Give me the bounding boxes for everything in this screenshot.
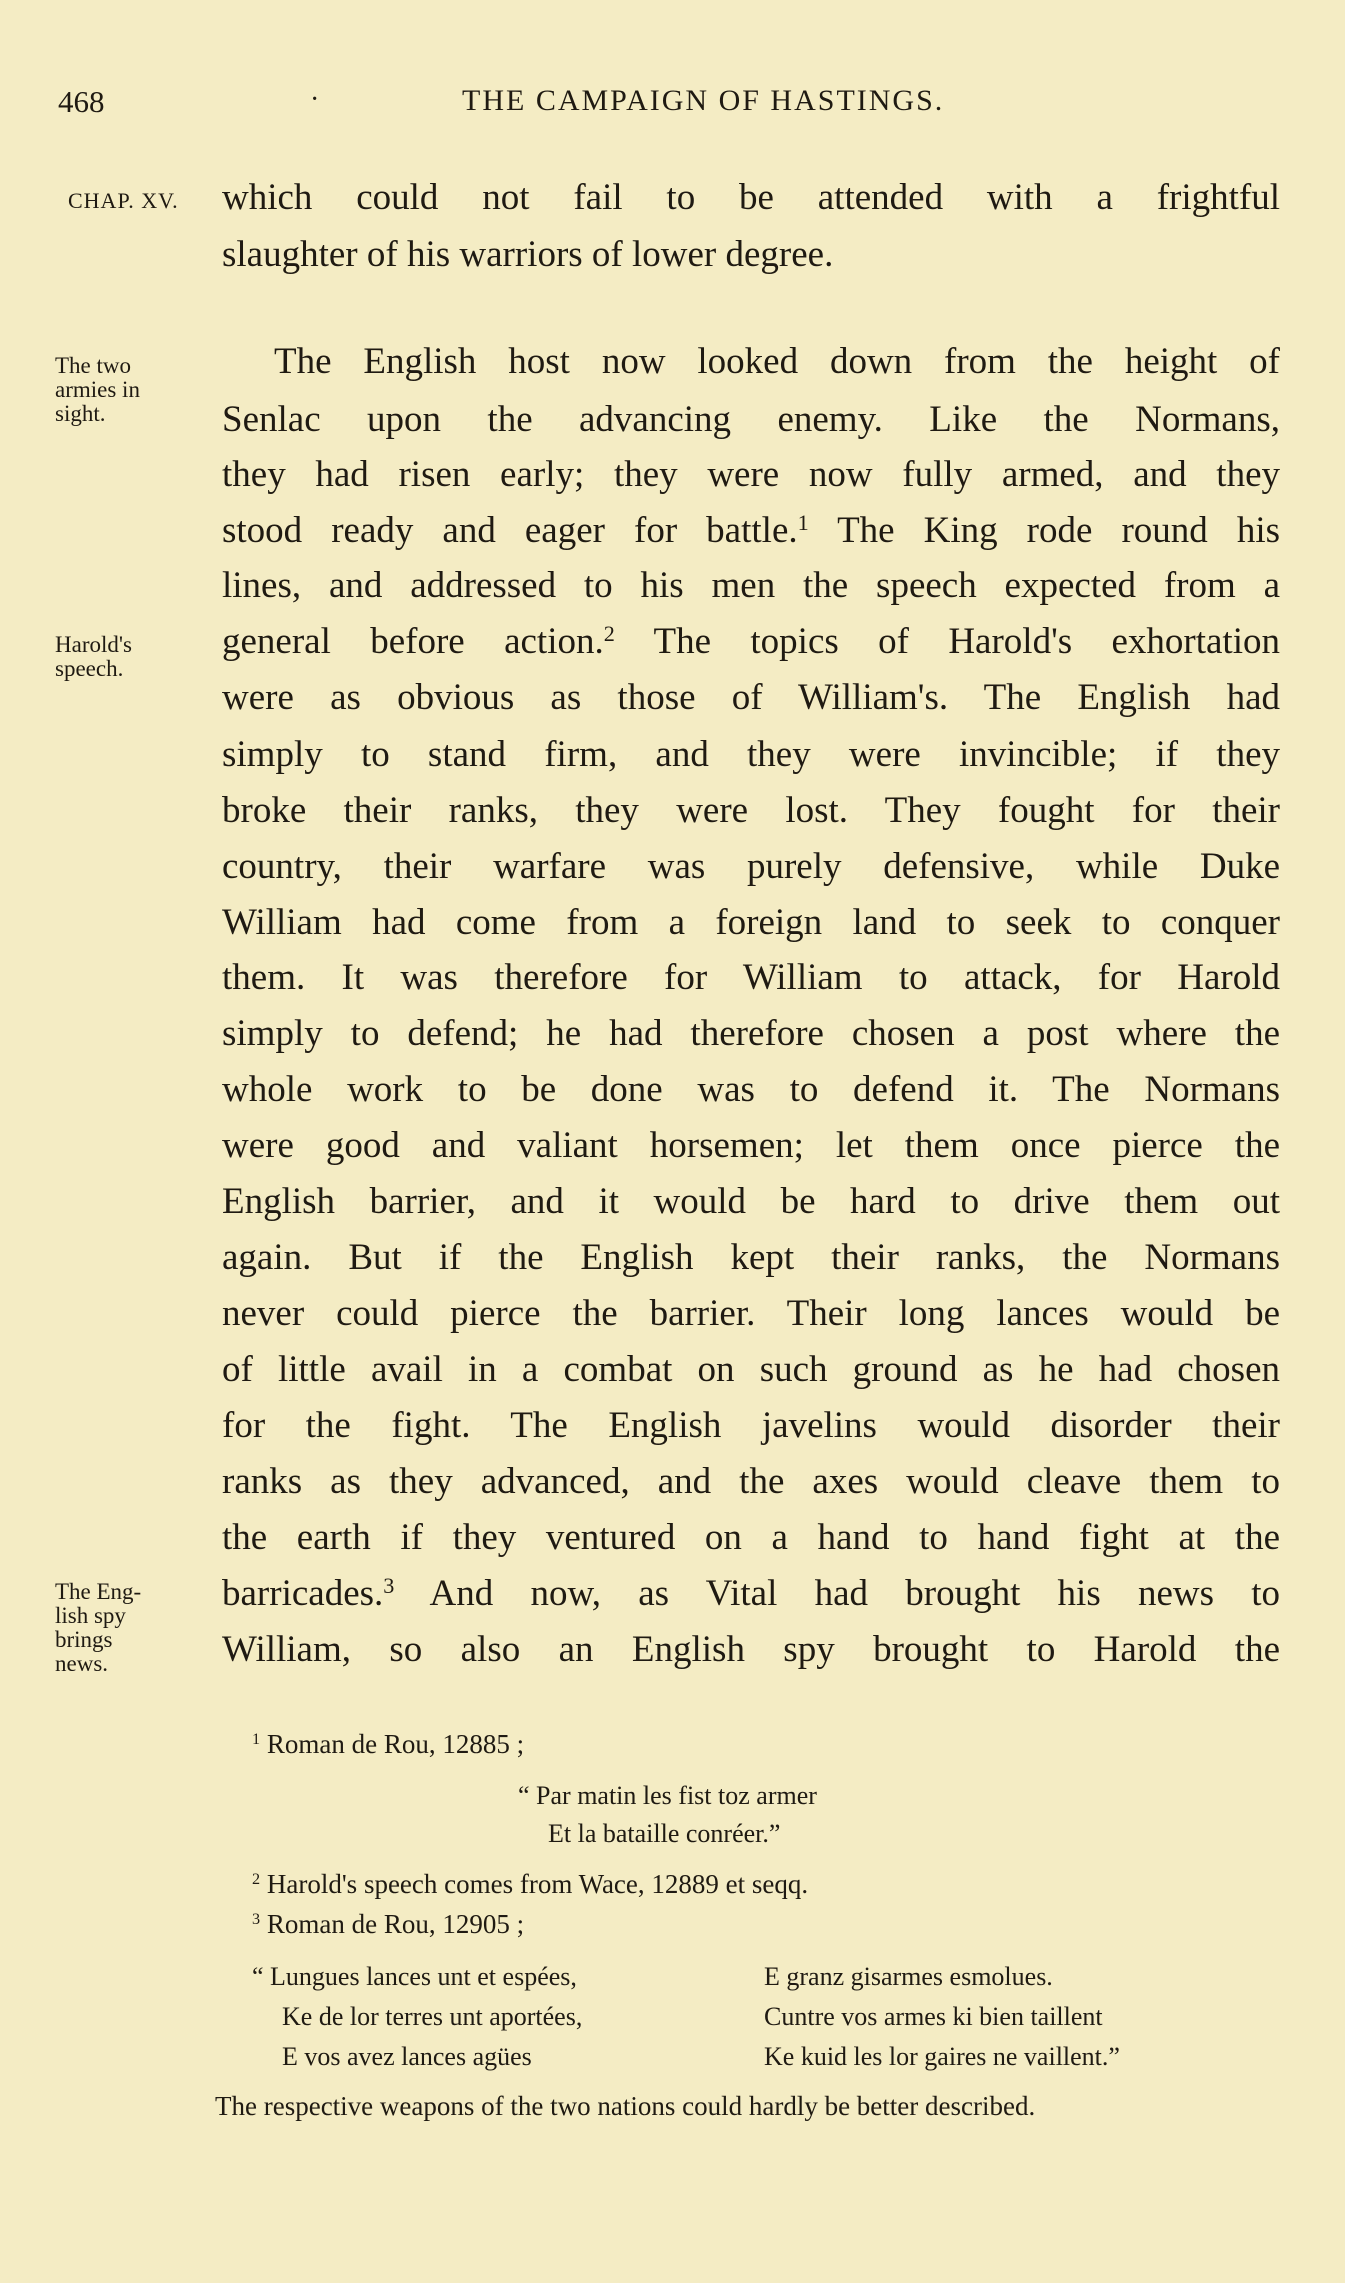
body-line: which could not fail to be attended with a frightful — [222, 177, 1280, 218]
side-note-spy — [55, 1580, 205, 1676]
body-line: broke their ranks, they were lost. They fought for their — [222, 790, 1280, 831]
body-text: And now, as Vital had brought his news to — [394, 1573, 1280, 1614]
body-line — [222, 506, 1280, 556]
body-line: William, so also an English spy brought to Harold the — [222, 1629, 1280, 1670]
body-line: English barrier, and it would be hard to drive them out — [222, 1181, 1280, 1222]
footnote-ref: 3 — [383, 1572, 395, 1598]
body-line: simply to defend; he had therefore chosen a post where the — [222, 1013, 1280, 1054]
body-line: again. But if the English kept their ranks, the Normans — [222, 1237, 1280, 1278]
footnote-2 — [252, 1866, 808, 1902]
footnote-verse-line: Ke de lor terres unt aportées, — [282, 2002, 583, 2031]
footnote-verse-line: “ Par matin les fist toz armer — [518, 1781, 817, 1810]
footnote-verse-line: Ke kuid les lor gaires ne vaillent.” — [764, 2042, 1120, 2071]
chapter-label: CHAP. XV. — [68, 188, 179, 213]
side-note-speech — [55, 633, 205, 681]
footnote-verse-line: Et la bataille conréer.” — [548, 1819, 781, 1848]
body-line: never could pierce the barrier. Their long lances would be — [222, 1293, 1280, 1334]
running-title: THE CAMPAIGN OF HASTINGS. — [462, 84, 945, 117]
body-line: whole work to be done was to defend it. The Normans — [222, 1069, 1280, 1110]
footnote-verse-line: E vos avez lances agües — [282, 2042, 532, 2071]
body-line: were as obvious as those of William's. The English had — [222, 677, 1280, 718]
footnote-text: Roman de Rou, 12885 ; — [266, 1729, 525, 1759]
body-line: for the fight. The English javelins would disorder their — [222, 1405, 1280, 1446]
side-note-line: sight. — [55, 401, 106, 426]
side-note-line: The two — [55, 353, 132, 378]
side-note-line: armies in — [55, 377, 140, 402]
body-text: The King rode round his — [808, 510, 1280, 551]
footnote-text: Harold's speech comes from Wace, 12889 et seqq. — [266, 1869, 809, 1899]
body-text: stood ready and eager for battle. — [222, 510, 798, 551]
running-head — [0, 84, 1345, 124]
page-number: 468 — [58, 84, 105, 119]
footnote-verse-line: “ Lungues lances unt et espées, — [252, 1962, 577, 1991]
footnote-ref: 2 — [603, 620, 615, 646]
body-line: simply to stand firm, and they were invincible; if they — [222, 734, 1280, 775]
body-line: The English host now looked down from the height of — [274, 341, 1280, 382]
body-line: Senlac upon the advancing enemy. Like the Normans, — [222, 399, 1280, 440]
body-line: lines, and addressed to his men the speech expected from a — [222, 565, 1280, 606]
body-line: ranks as they advanced, and the axes would cleave them to — [222, 1461, 1280, 1502]
side-note-line: lish spy — [55, 1603, 126, 1628]
footnote-mark: 2 — [252, 1870, 261, 1889]
footnote-text: Roman de Rou, 12905 ; — [266, 1909, 525, 1939]
body-line: the earth if they ventured on a hand to hand fight at the — [222, 1517, 1280, 1558]
body-line: them. It was therefore for William to attack, for Harold — [222, 957, 1280, 998]
side-note-armies — [55, 354, 205, 426]
footnote-verse-line: E granz gisarmes esmolues. — [764, 1962, 1053, 1991]
header-dot: · — [310, 84, 320, 115]
footnote-mark: 1 — [252, 1730, 261, 1749]
footnote-summary: The respective weapons of the two nations could hardly be better described. — [215, 2091, 1036, 2121]
body-line: William had come from a foreign land to seek to conquer — [222, 902, 1280, 943]
footnote-verse-line: Cuntre vos armes ki bien taillent — [764, 2002, 1103, 2031]
body-line: slaughter of his warriors of lower degree. — [222, 234, 834, 275]
body-line: they had risen early; they were now fully armed, and they — [222, 454, 1280, 495]
body-line — [222, 617, 1280, 667]
body-text: general before action. — [222, 621, 604, 662]
body-line: of little avail in a combat on such ground as he had chosen — [222, 1349, 1280, 1390]
body-line: were good and valiant horsemen; let them once pierce the — [222, 1125, 1280, 1166]
footnote-ref: 1 — [797, 509, 809, 535]
body-text: The topics of Harold's exhortation — [614, 621, 1280, 662]
side-note-line: speech. — [55, 656, 124, 681]
footnote-mark: 3 — [252, 1910, 261, 1929]
body-line — [222, 1569, 1280, 1619]
side-note-line: The Eng- — [55, 1579, 142, 1604]
side-note-line: news. — [55, 1651, 109, 1676]
body-text: barricades. — [222, 1573, 384, 1614]
footnote-3 — [252, 1906, 524, 1942]
side-note-line: brings — [55, 1627, 113, 1652]
side-note-line: Harold's — [55, 632, 132, 657]
footnote-1 — [252, 1726, 524, 1762]
body-line: country, their warfare was purely defensive, while Duke — [222, 846, 1280, 887]
